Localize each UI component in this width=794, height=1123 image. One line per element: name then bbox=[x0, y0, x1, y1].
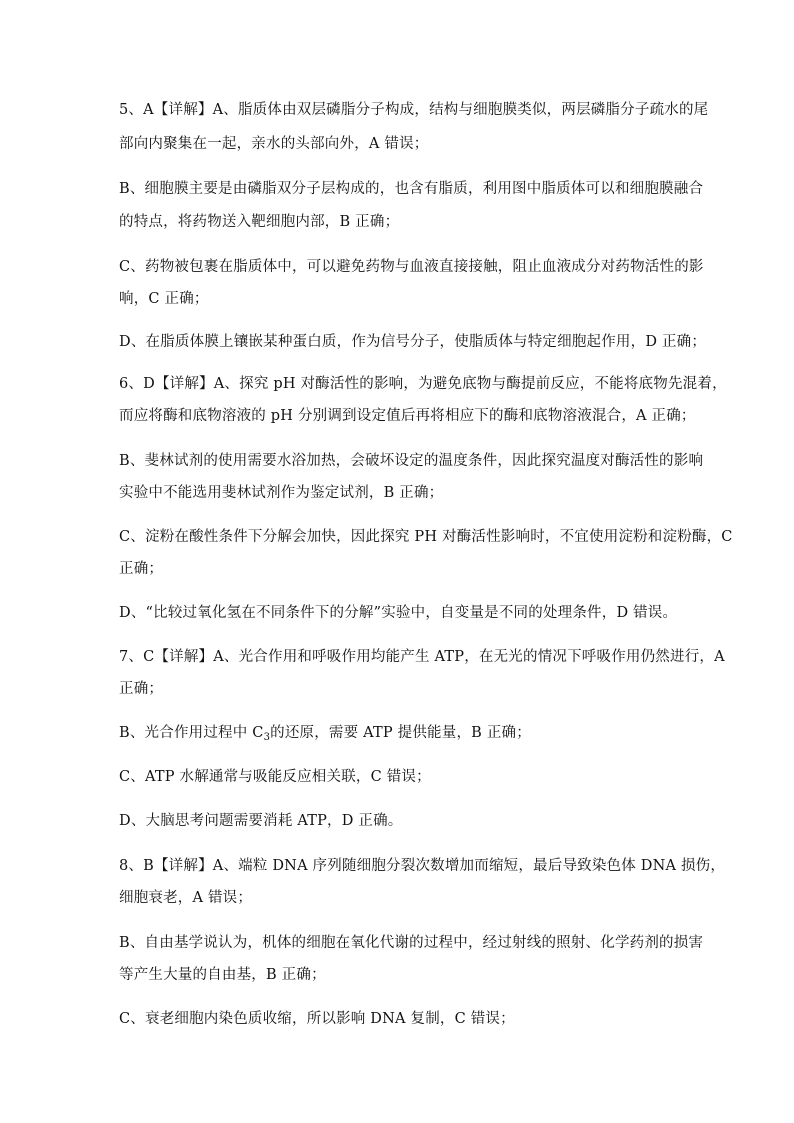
q6-line-1: 6、D【详解】A、探究 pH 对酶活性的影响，为避免底物与酶提前反应，不能将底物先混着， bbox=[119, 376, 727, 392]
q5-option-c-line-1: C、药物被包裹在脂质体中，可以避免药物与血液直接接触，阻止血液成分对药物活性的影 bbox=[119, 259, 704, 275]
q7-line-1: 7、C【详解】A、光合作用和呼吸作用均能产生 ATP，在无光的情况下呼吸作用仍然进行，A bbox=[119, 649, 725, 665]
q6-line-2: 而应将酶和底物溶液的 pH 分别调到设定值后再将相应下的酶和底物溶液混合，A 正确； bbox=[119, 408, 696, 424]
q8-line-1: 8、B【详解】A、端粒 DNA 序列随细胞分裂次数增加而缩短，最后导致染色体 DNA 损伤， bbox=[119, 858, 726, 874]
q8-option-b-line-1: B、自由基学说认为，机体的细胞在氧化代谢的过程中，经过射线的照射、化学药剂的损害 bbox=[119, 935, 704, 951]
q8-option-c: C、衰老细胞内染色质收缩，所以影响 DNA 复制，C 错误； bbox=[119, 1011, 515, 1027]
q5-option-c-line-2: 响，C 正确； bbox=[119, 291, 209, 307]
q6-option-b-line-1: B、斐林试剂的使用需要水浴加热，会破坏设定的温度条件，因此探究温度对酶活性的影响 bbox=[119, 453, 704, 469]
c3-subscript: 3 bbox=[263, 732, 271, 743]
q8-option-b-line-2: 等产生大量的自由基，B 正确； bbox=[119, 967, 326, 983]
q7-option-b-prefix: B、光合作用过程中 C bbox=[119, 725, 264, 741]
q7-option-d: D、大脑思考问题需要消耗 ATP，D 正确。 bbox=[119, 813, 403, 829]
q7-option-b bbox=[119, 723, 719, 748]
q7-option-c: C、ATP 水解通常与吸能反应相关联，C 错误； bbox=[119, 769, 431, 785]
q5-line-1: 5、A【详解】A、脂质体由双层磷脂分子构成，结构与细胞膜类似，两层磷脂分子疏水的尾 bbox=[119, 102, 709, 118]
q5-option-b-line-1: B、细胞膜主要是由磷脂双分子层构成的，也含有脂质，利用图中脂质体可以和细胞膜融合 bbox=[119, 181, 704, 197]
q6-option-b-line-2: 实验中不能选用斐林试剂作为鉴定试剂，B 正确； bbox=[119, 485, 444, 501]
q5-option-d: D、在脂质体膜上镶嵌某种蛋白质，作为信号分子，使脂质体与特定细胞起作用，D 正确； bbox=[119, 334, 707, 350]
q6-option-c-line-1: C、淀粉在酸性条件下分解会加快，因此探究 PH 对酶活性影响时，不宜使用淀粉和淀粉酶，C bbox=[119, 529, 733, 545]
q8-line-2: 细胞衰老，A 错误； bbox=[119, 890, 253, 906]
q6-option-d: D、“比较过氧化氢在不同条件下的分解”实验中，自变量是不同的处理条件，D 错误。 bbox=[119, 605, 678, 621]
q5-option-b-line-2: 的特点，将药物送入靶细胞内部，B 正确； bbox=[119, 214, 400, 230]
q7-option-b-rest: 的还原，需要 ATP 提供能量，B 正确； bbox=[270, 725, 531, 741]
q6-option-c-line-2: 正确； bbox=[119, 561, 164, 577]
q7-line-2: 正确； bbox=[119, 681, 164, 697]
q5-line-2: 部向内聚集在一起，亲水的头部向外，A 错误； bbox=[119, 136, 429, 152]
